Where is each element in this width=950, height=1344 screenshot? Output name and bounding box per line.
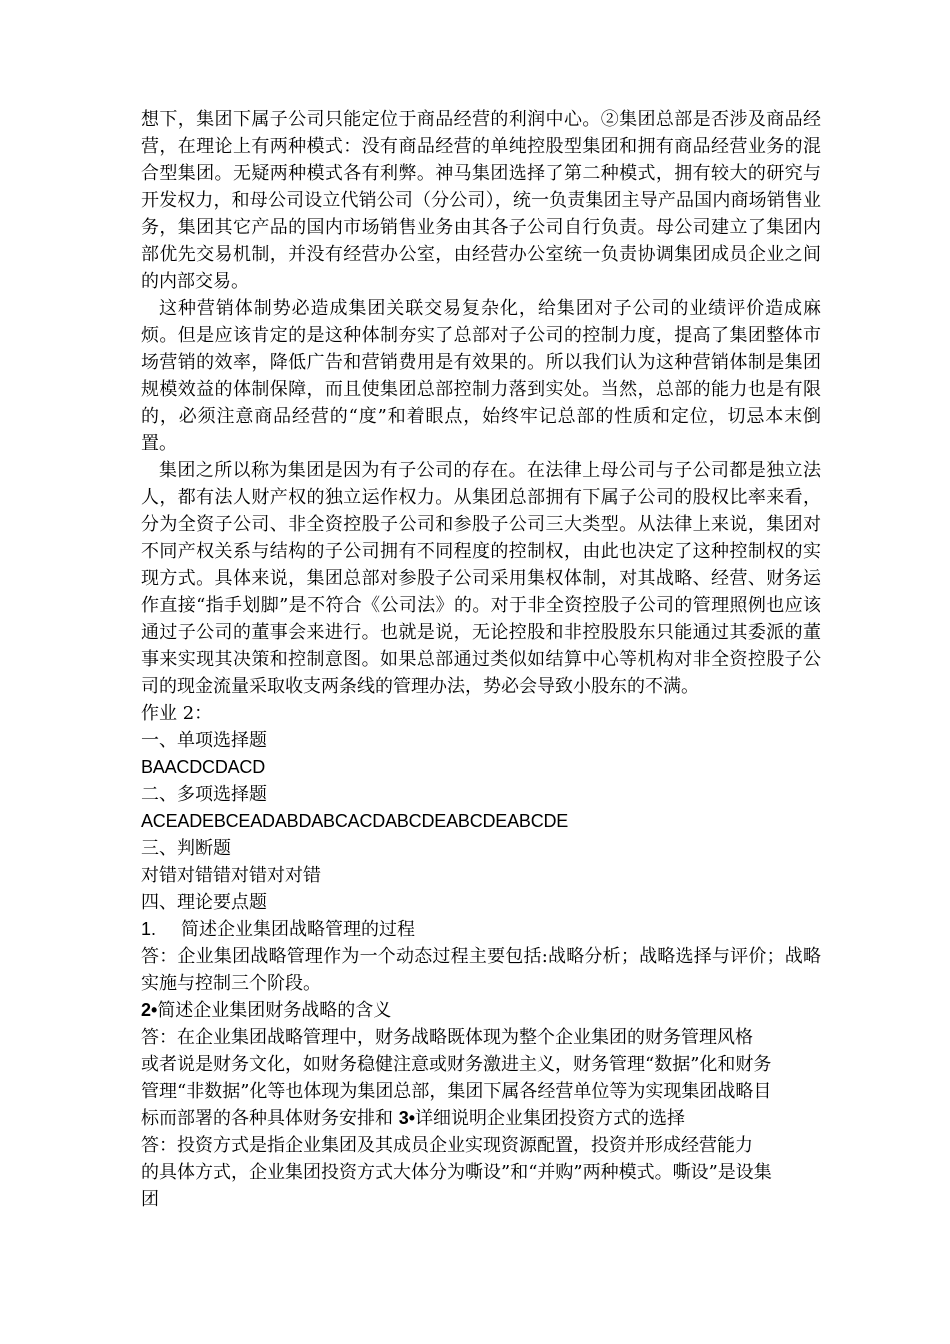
section-multi-choice-title: 二、多项选择题 <box>141 784 267 805</box>
question-3-answer-line-3: 团 <box>141 1189 159 1210</box>
paragraph-subsidiary-control: 集团之所以称为集团是因为有子公司的存在。在法律上母公司与子公司都是独立法人，都有法人财产权的独立运作权力。从集团总部拥有下属子公司的股权比率来看，分为全资子公司、非全资控股子公司和参股子公司三大类型。从法律上来说，集团对不同产权关系与结构的子公司拥有不同程度的控制权，由此也决定了这种控制权的实现方式。具体来说，集团总部对参股子公司采用集权体制，对其战略、经营、财务运作直接“指手划脚”是不符合《公司法》的。对于非全资控股子公司的管理照例也应该通过子公司的董事会来进行。也就是说，无论控股和非控股股东只能通过其委派的董事来实现其决策和控制意图。如果总部通过类似如结算中心等机构对非全资控股子公司的现金流量采取收支两条线的管理办法，势必会导致小股东的不满。 <box>141 460 821 697</box>
question-1-title: 简述企业集团战略管理的过程 <box>181 919 415 940</box>
homework-title: 作业 2： <box>141 703 213 724</box>
document-page <box>141 106 821 1213</box>
section-true-false-title: 三、判断题 <box>141 838 231 859</box>
multi-choice-answers: ACEADEBCEADABDABCACDABCDEABCDEABCDE <box>141 811 569 831</box>
single-choice-answers: BAACDCDACD <box>141 757 266 777</box>
question-2-number: 2• <box>141 1000 158 1020</box>
question-3-answer-line-2: 的具体方式，企业集团投资方式大体分为嘶设”和“并购”两种模式。嘶设”是设集 <box>141 1162 772 1183</box>
question-2-answer-line-3: 管理“非数据”化等也体现为集团总部，集团下属各经营单位等为实现集团战略目 <box>141 1081 772 1102</box>
question-2-title: 简述企业集团财务战略的含义 <box>157 1000 392 1021</box>
section-single-choice-title: 一、单项选择题 <box>141 730 267 751</box>
question-2-answer-line-1: 答：在企业集团战略管理中，财务战略既体现为整个企业集团的财务管理风格 <box>141 1027 753 1048</box>
question-1-answer: 答：企业集团战略管理作为一个动态过程主要包括:战略分析；战略选择与评价；战略实施与控制三个阶段。 <box>141 946 821 994</box>
question-2-answer-tail: 标而部署的各种具体财务安排和 <box>141 1108 399 1129</box>
question-1 <box>141 916 821 943</box>
question-2 <box>141 997 821 1024</box>
question-3-title: 详细说明企业集团投资方式的选择 <box>415 1108 686 1129</box>
true-false-answers: 对错对错错对错对对错 <box>141 865 321 886</box>
question-2-answer-line-2: 或者说是财务文化，如财务稳健注意或财务激进主义，财务管理“数据”化和财务 <box>141 1054 772 1075</box>
question-3-answer-line-1: 答：投资方式是指企业集团及其成员企业实现资源配置，投资并形成经营能力 <box>141 1135 753 1156</box>
question-3-number: 3• <box>398 1108 416 1128</box>
question-2-answer-line-4 <box>141 1105 821 1132</box>
paragraph-group-sales-model: 想下，集团下属子公司只能定位于商品经营的利润中心。②集团总部是否涉及商品经营，在理论上有两种模式：没有商品经营的单纯控股型集团和拥有商品经营业务的混合型集团。无疑两种模式各有利弊。神马集团选择了第二种模式，拥有较大的研究与开发权力，和母公司设立代销公司（分公司），统一负责集团主导产品国内商场销售业务，集团其它产品的国内市场销售业务由其各子公司自行负责。母公司建立了集团内部优先交易机制，并没有经营办公室，由经营办公室统一负责协调集团成员企业之间的内部交易。 <box>141 109 821 292</box>
section-theory-title: 四、理论要点题 <box>141 892 267 913</box>
paragraph-marketing-system: 这种营销体制势必造成集团关联交易复杂化，给集团对子公司的业绩评价造成麻烦。但是应该肯定的是这种体制夯实了总部对子公司的控制力度，提高了集团整体市场营销的效率，降低广告和营销费用是有效果的。所以我们认为这种营销体制是集团规模效益的体制保障，而且使集团总部控制力落到实处。当然，总部的能力也是有限的，必须注意商品经营的“度”和着眼点，始终牢记总部的性质和定位，切忌本末倒置。 <box>141 298 821 454</box>
question-1-number: 1. <box>141 919 157 939</box>
